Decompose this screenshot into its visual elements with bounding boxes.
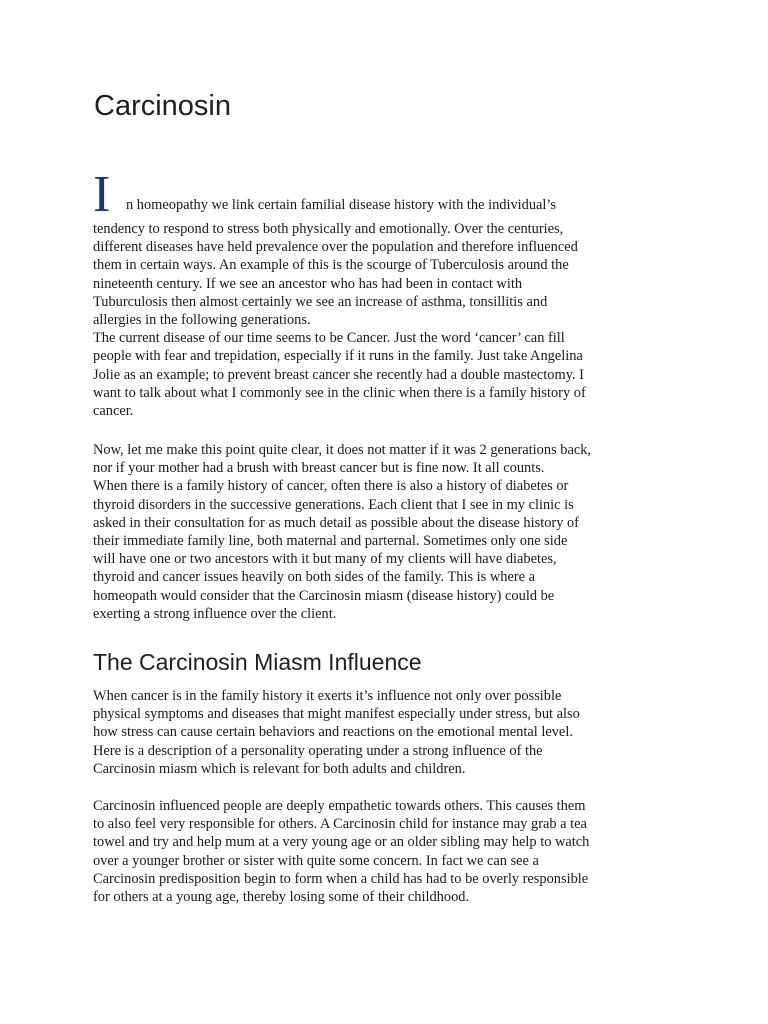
text-line: towel and try and help mum at a very young age or an older sibling may help to watch	[93, 834, 590, 851]
text-line: over a younger brother or sister with quite some concern. In fact we can see a	[93, 852, 539, 869]
text-line: When cancer is in the family history it exerts it’s influence not only over possible	[93, 688, 562, 704]
section-heading: The Carcinosin Miasm Influence	[93, 649, 422, 675]
text-line: Now, let me make this point quite clear, it does not matter if it was 2 generations back,	[93, 442, 592, 458]
text-line: how stress can cause certain behaviors and reactions on the emotional mental level.	[93, 724, 573, 741]
drop-cap-letter: I	[93, 166, 111, 223]
text-line: thyroid and cancer issues heavily on both sides of the family. This is where a	[93, 569, 536, 586]
text-line: Jolie as an example; to prevent breast cancer she recently had a double mastectomy. I	[93, 366, 584, 383]
text-line: different diseases have held prevalence over the population and therefore influenced	[93, 239, 578, 256]
text-line: them in certain ways. An example of this is the scourge of Tuberculosis around the	[93, 257, 569, 274]
text-line: Carcinosin miasm which is relevant for both adults and children.	[93, 760, 466, 777]
text-line: Tuburculosis then almost certainly we see an increase of asthma, tonsillitis and	[93, 293, 548, 310]
text-line: Carcinosin predisposition begin to form when a child has had to be overly responsible	[93, 870, 589, 887]
text-line: nor if your mother had a brush with breast cancer but is fine now. It all counts.	[93, 460, 545, 477]
paragraph-tuberculosis	[93, 220, 586, 420]
text-line: nineteenth century. If we see an ancestor who has had been in contact with	[93, 275, 523, 292]
paragraph-empathy	[93, 797, 589, 906]
text-line: Here is a description of a personality operating under a strong influence of the	[93, 742, 543, 759]
text-line: for others at a young age, thereby losing some of their childhood.	[93, 889, 470, 906]
text-line: When there is a family history of cancer, often there is also a history of diabetes or	[93, 478, 569, 495]
text-line: allergies in the following generations.	[93, 312, 311, 329]
paragraph-family-history	[93, 441, 591, 623]
text-line: to also feel very responsible for others. A Carcinosin child for instance may grab a tea	[93, 816, 587, 833]
text-line: homeopath would consider that the Carcinosin miasm (disease history) could be	[93, 587, 555, 604]
text-line: physical symptoms and diseases that might manifest especially under stress, but also	[93, 706, 580, 723]
text-line: Carcinosin influenced people are deeply empathetic towards others. This causes them	[93, 798, 586, 814]
text-line: asked in their consultation for as much detail as possible about the disease history of	[93, 514, 579, 531]
text-line: The current disease of our time seems to be Cancer. Just the word ‘cancer’ can fill	[93, 330, 565, 347]
text-line: will have one or two ancestors with it but many of my clients will have diabetes,	[93, 551, 557, 568]
text-line: thyroid disorders in the successive generations. Each client that I see in my clinic is	[93, 496, 574, 513]
paragraph-miasm-influence	[93, 687, 580, 778]
text-line: want to talk about what I commonly see in the clinic when there is a family history of	[93, 384, 586, 401]
text-line: people with fear and trepidation, especially if it runs in the family. Just take Angelina	[93, 348, 583, 365]
text-line: their immediate family line, both maternal and parternal. Sometimes only one side	[93, 533, 568, 550]
document-title: Carcinosin	[94, 90, 231, 122]
text-line: tendency to respond to stress both physically and emotionally. Over the centuries,	[93, 221, 564, 237]
text-line: cancer.	[93, 403, 134, 420]
text-line: exerting a strong influence over the client.	[93, 605, 337, 622]
intro-first-line: n homeopathy we link certain familial disease history with the individual’s	[126, 197, 557, 213]
